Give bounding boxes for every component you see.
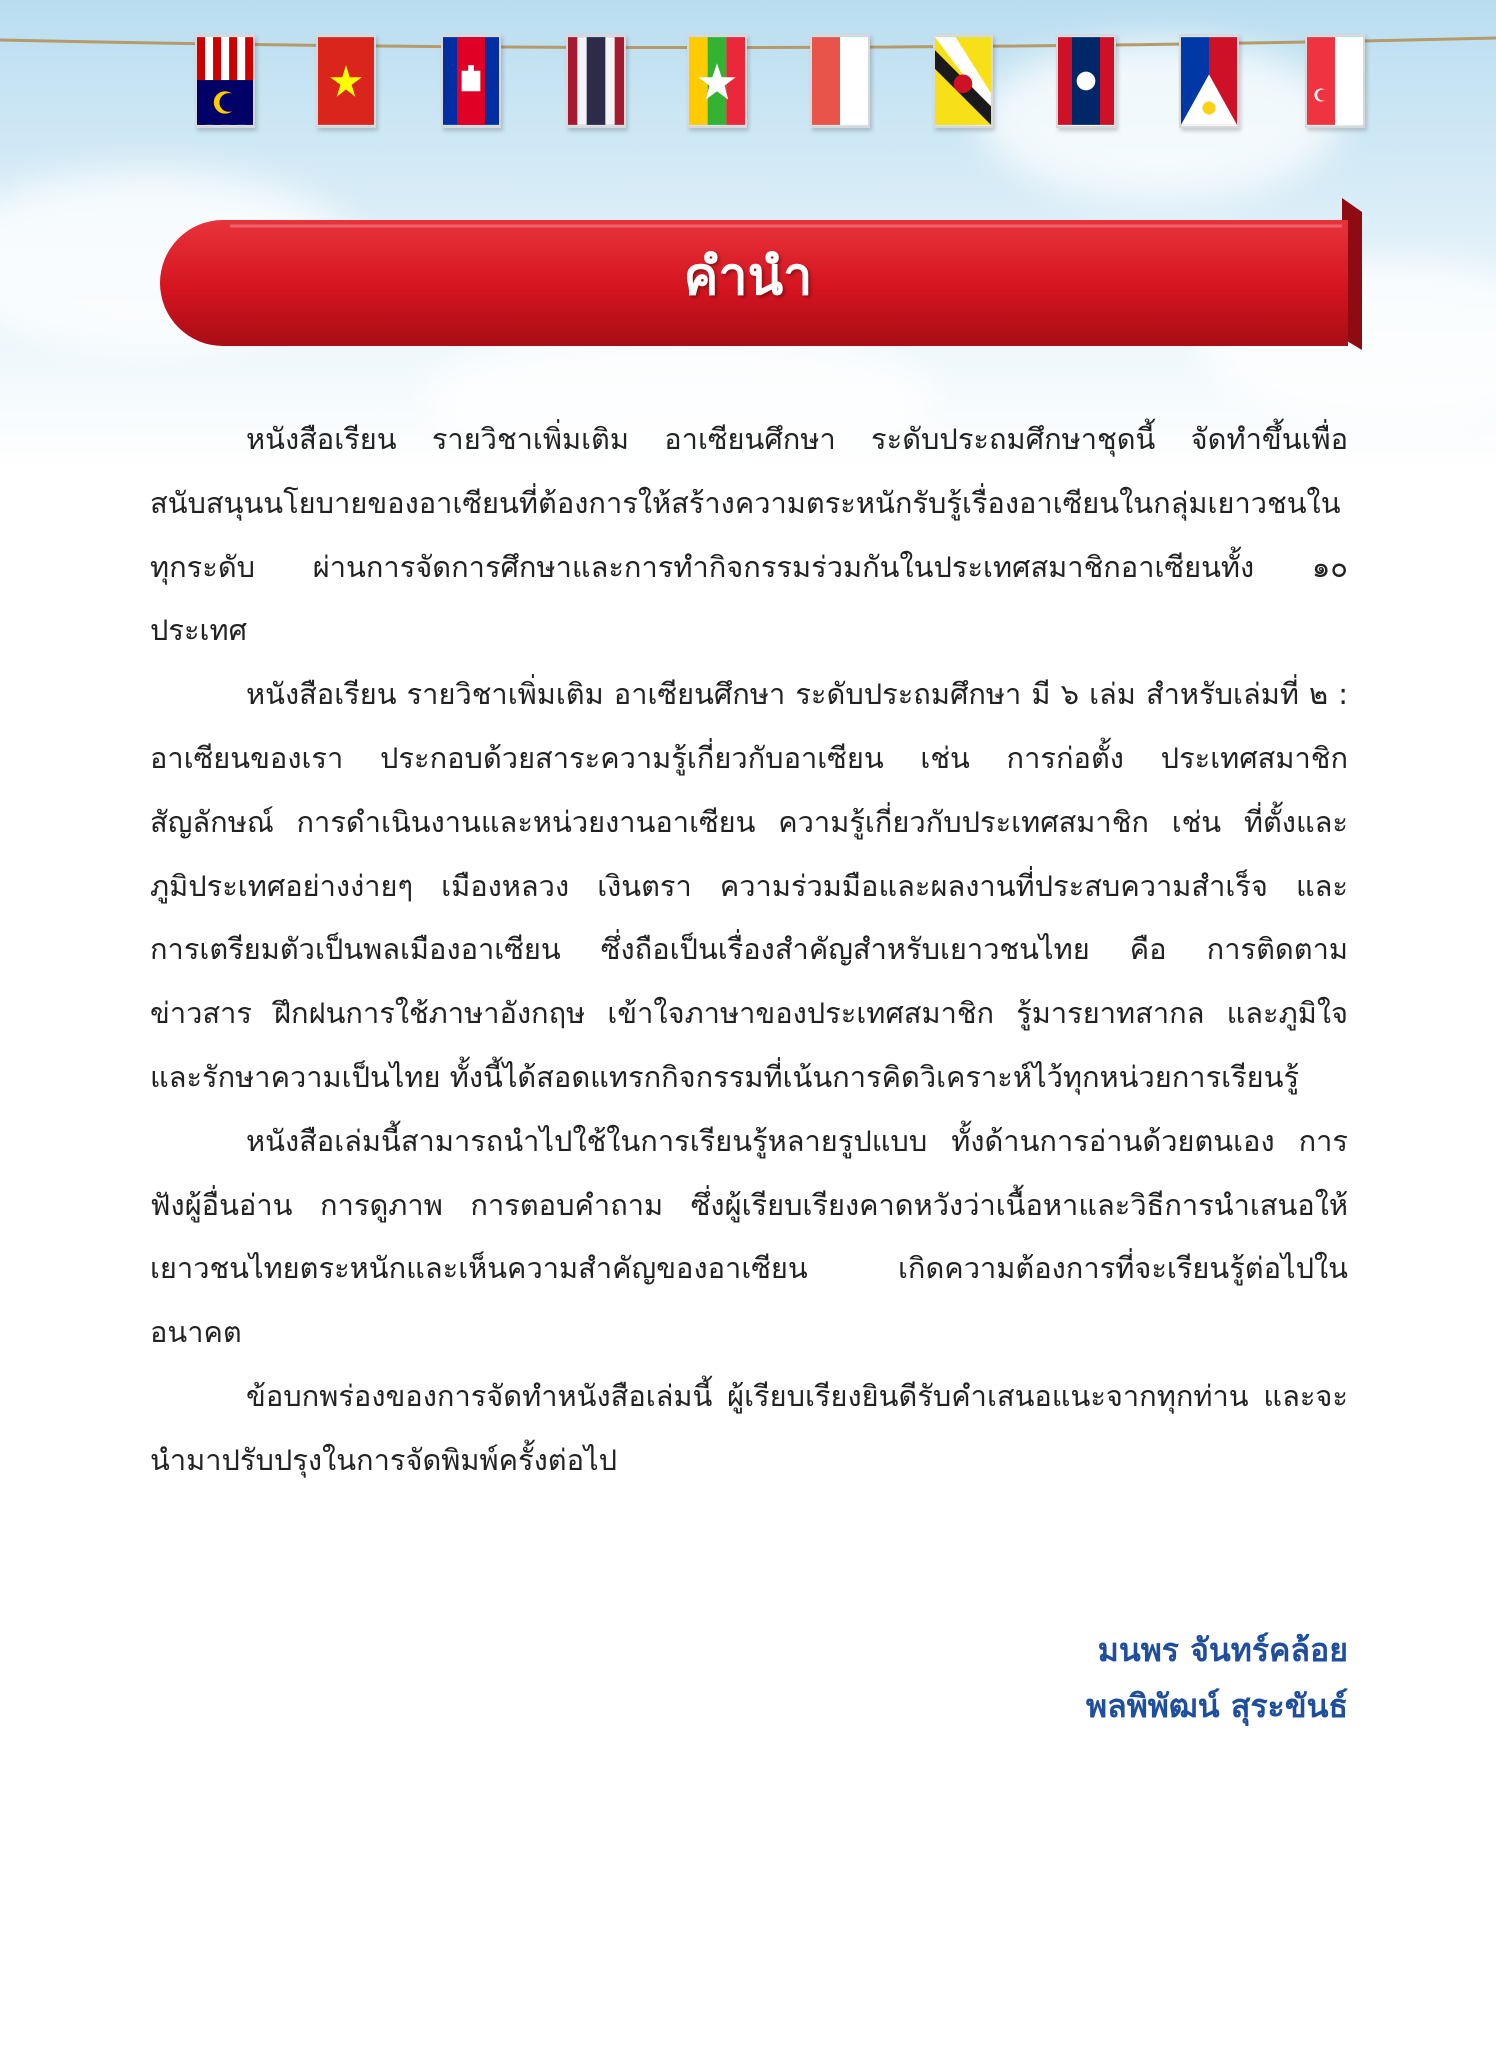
flag-laos-icon	[1056, 34, 1116, 128]
preface-paragraph: หนังสือเล่มนี้สามารถนำไปใช้ในการเรียนรู้หลายรูปแบบ ทั้งด้านการอ่านด้วยตนเอง การฟังผู้อื่นอ่าน การดูภาพ การตอบคำถาม ซึ่งผู้เรียบเรียงคาดหวังว่าเนื้อหาและวิธีการนำเสนอให้เยาวชนไทยตระหนักและเห็นความสำคัญของอาเซียน เกิดความต้องการที่จะเรียนรู้ต่อไปในอนาคต	[150, 1123, 1348, 1350]
author-signatures	[1086, 1622, 1348, 1734]
flag-malaysia-icon	[195, 34, 255, 128]
preface-paragraph: หนังสือเรียน รายวิชาเพิ่มเติม อาเซียนศึกษา ระดับประถมศึกษา มี ๖ เล่ม สำหรับเล่มที่ ๒ : อาเซียนของเรา ประกอบด้วยสาระความรู้เกี่ยวกับอาเซียน เช่น การก่อตั้ง ประเทศสมาชิก สัญลักษณ์ การดำเนินงานและหน่วยงานอาเซียน ความรู้เกี่ยวกับประเทศสมาชิก เช่น ที่ตั้งและภูมิประเทศอย่างง่ายๆ เมืองหลวง เงินตรา ความร่วมมือและผลงานที่ประสบความสำเร็จ และการเตรียมตัวเป็นพลเมืองอาเซียน ซึ่งถือเป็นเรื่องสำคัญสำหรับเยาวชนไทย คือ การติดตามข่าวสาร ฝึกฝนการใช้ภาษาอังกฤษ เข้าใจภาษาของประเทศสมาชิก รู้มารยาทสากล และภูมิใจและรักษาความเป็นไทย ทั้งนี้ได้สอดแทรกกิจกรรมที่เน้นการคิดวิเคราะห์ไว้ทุกหน่วยการเรียนรู้	[150, 677, 1348, 1094]
preface-paragraph: หนังสือเรียน รายวิชาเพิ่มเติม อาเซียนศึกษา ระดับประถมศึกษาชุดนี้ จัดทำขึ้นเพื่อสนับสนุนนโยบายของอาเซียนที่ต้องการให้สร้างความตระหนักรับรู้เรื่องอาเซียนในกลุ่มเยาวชนในทุกระดับ ผ่านการจัดการศึกษาและการทำกิจกรรมร่วมกันในประเทศสมาชิกอาเซียนทั้ง ๑๐ ประเทศ	[150, 422, 1348, 648]
author-name: พลพิพัฒน์ สุระขันธ์	[1086, 1687, 1348, 1725]
preface-body	[150, 408, 1348, 1493]
flag-brunei-icon	[933, 34, 993, 128]
flag-cambodia-icon	[441, 34, 501, 128]
page-title: คำนำ	[683, 247, 813, 307]
author-name: มนพร จันทร์คล้อย	[1097, 1631, 1348, 1669]
preface-paragraph: ข้อบกพร่องของการจัดทำหนังสือเล่มนี้ ผู้เรียบเรียงยินดีรับคำเสนอแนะจากทุกท่าน และจะนำมาปรับปรุงในการจัดพิมพ์ครั้งต่อไป	[150, 1378, 1348, 1477]
flag-indonesia-icon	[810, 34, 870, 128]
flag-singapore-icon	[1305, 34, 1365, 128]
flag-myanmar-icon	[687, 34, 747, 128]
flag-vietnam-icon	[316, 34, 376, 128]
flag-thailand-icon	[566, 34, 626, 128]
flag-philippines-icon	[1179, 34, 1239, 128]
